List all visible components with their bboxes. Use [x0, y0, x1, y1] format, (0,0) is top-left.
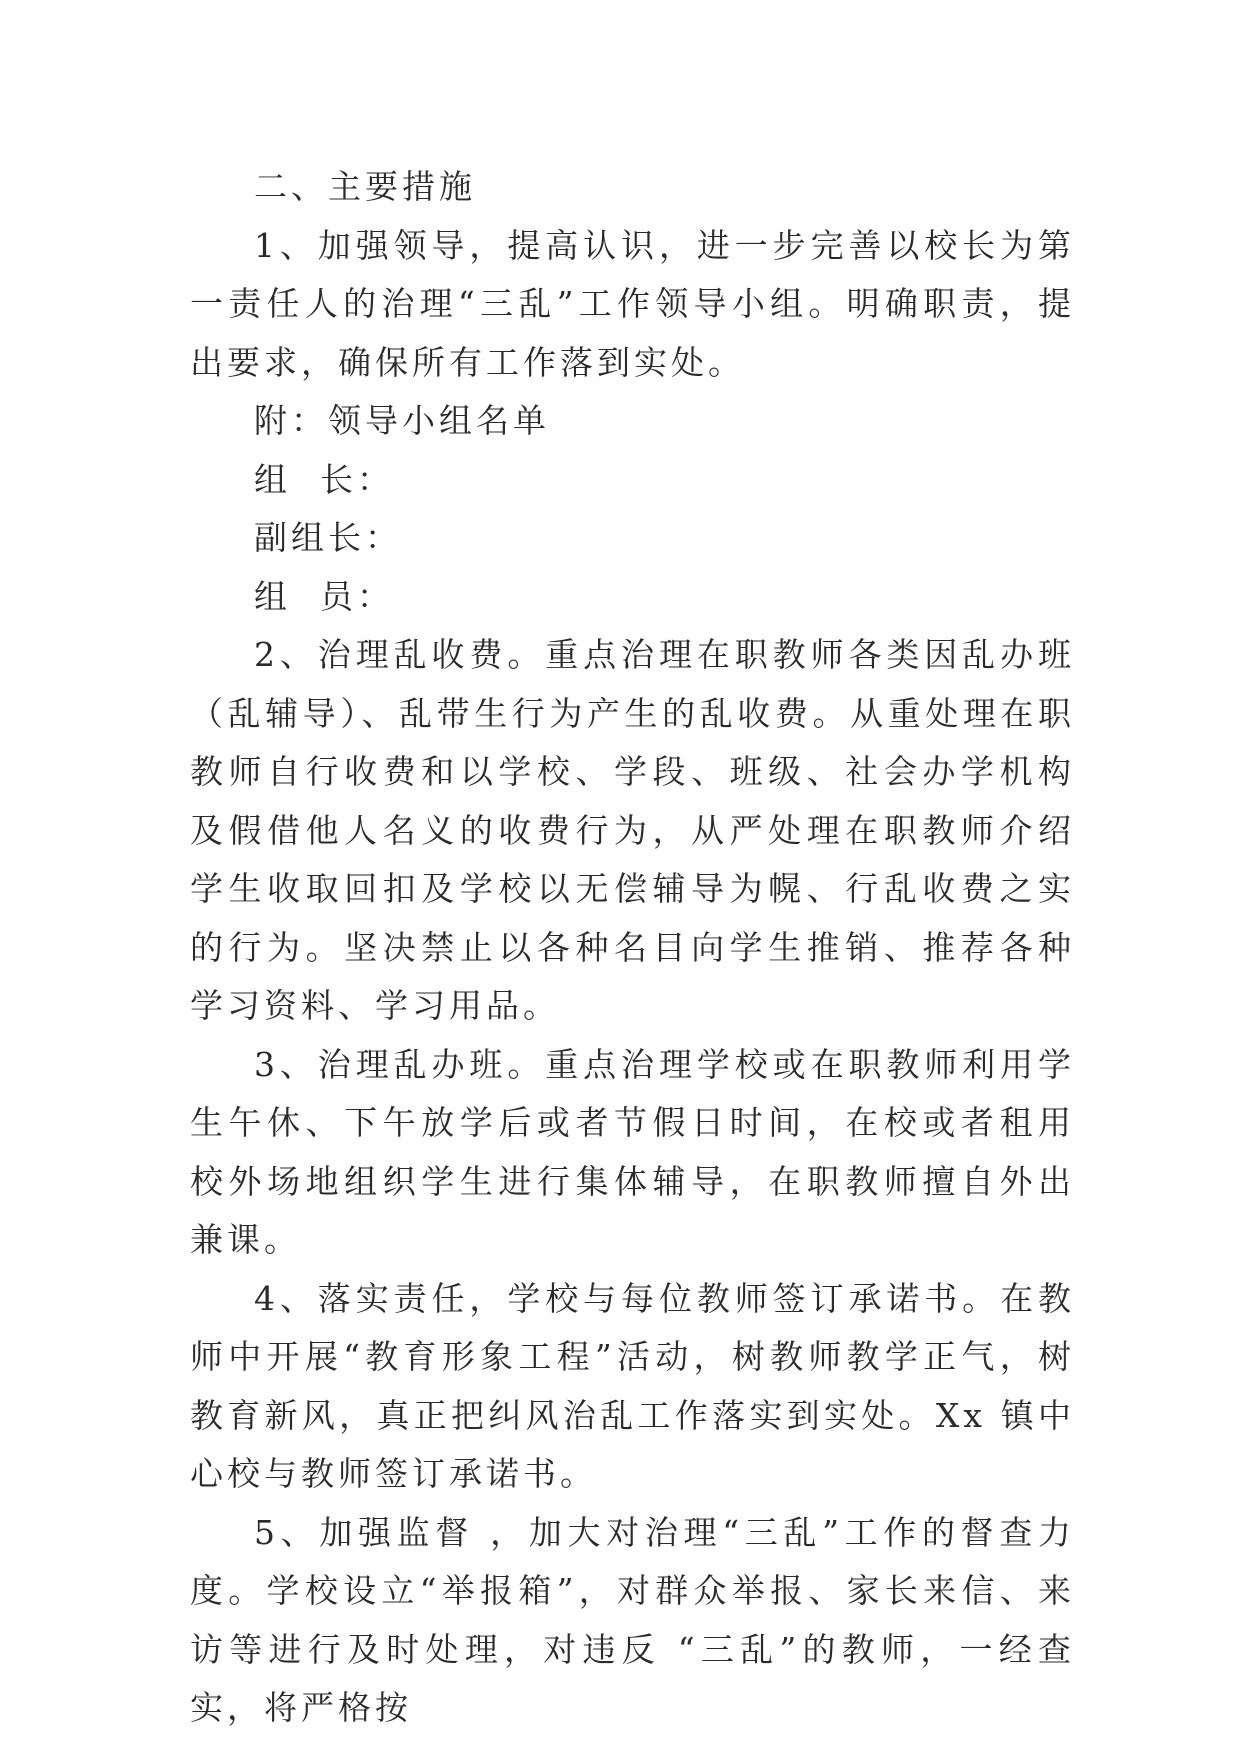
- group-leader-line: 组 长：: [254, 459, 394, 499]
- paragraph-1: 1、加强领导，提高认识，进一步完善以校长为第一责任人的治理“三乱”工作领导小组。明确职责，提出要求，确保所有工作落到实处。: [190, 225, 1075, 382]
- deputy-leader-line: 副组长：: [254, 518, 402, 557]
- attachment-label: 附：领导小组名单: [254, 401, 550, 440]
- section-heading: 二、主要措施: [254, 167, 476, 206]
- paragraph-2: 2、治理乱收费。重点治理在职教师各类因乱办班（乱辅导）、乱带生行为产生的乱收费。从重处理在职教师自行收费和以学校、学段、班级、社会办学机构及假借他人名义的收费行为，从严处理在职教师介绍学生收取回扣及学校以无偿辅导为幌、行乱收费之实的行为。坚决禁止以各种名目向学生推销、推荐各种学习资料、学习用品。: [190, 635, 1075, 1025]
- paragraph-5: 5、加强监督 ，加大对治理“三乱”工作的督查力度。学校设立“举报箱”，对群众举报、家长来信、来访等进行及时处理，对违反 “三乱”的教师，一经查实，将严格按: [190, 1512, 1075, 1727]
- paragraph-3: 3、治理乱办班。重点治理学校或在职教师利用学生午休、下午放学后或者节假日时间，在校或者租用校外场地组织学生进行集体辅导，在职教师擅自外出兼课。: [190, 1044, 1075, 1259]
- document-body: [190, 158, 1075, 1738]
- group-members-line: 组 员：: [254, 576, 394, 616]
- paragraph-4: 4、落实责任，学校与每位教师签订承诺书。在教师中开展“教育形象工程”活动，树教师教学正气，树教育新风，真正把纠风治乱工作落实到实处。Xx 镇中心校与教师签订承诺书。: [190, 1278, 1075, 1493]
